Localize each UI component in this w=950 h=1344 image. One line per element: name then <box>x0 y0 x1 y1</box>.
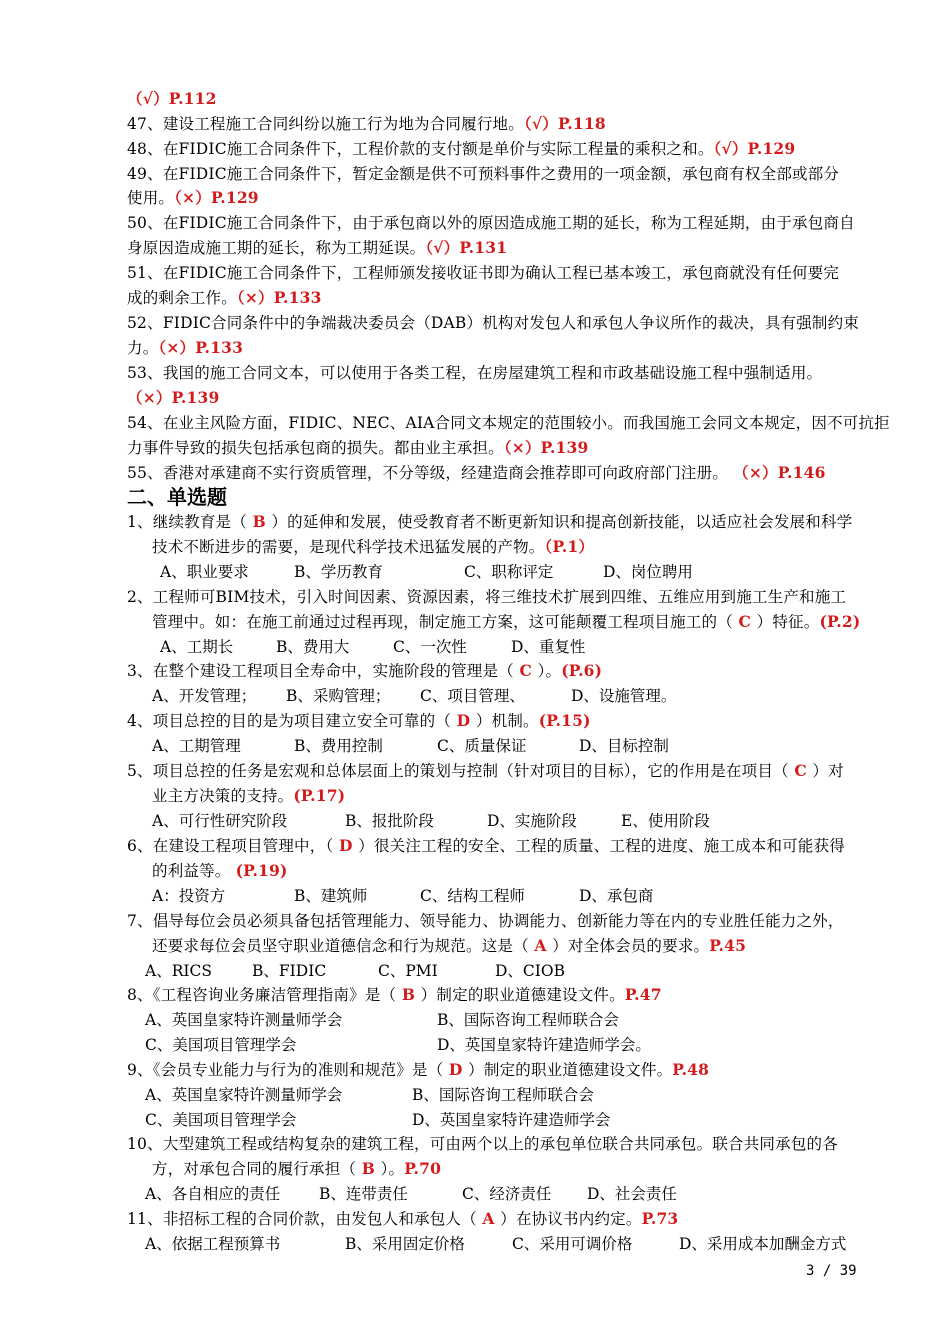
option: B、FIDIC <box>252 962 327 980</box>
option: D、英国皇家特许建造师学会。 <box>437 1036 651 1054</box>
question-line: 6、在建设工程项目管理中，（ D ）很关注工程的安全、工程的质量、工程的进度、施工成本和可能获得 <box>127 836 845 855</box>
option: D、目标控制 <box>579 737 669 755</box>
page-number: 3 / 39 <box>806 1263 857 1279</box>
option: A、开发管理； <box>152 687 257 705</box>
question-line: 1、继续教育是（ B ）的延伸和发展，使受教育者不断更新知识和提高创新技能，以适应社会发展和科学 <box>127 512 853 531</box>
tf-line: 52、FIDIC合同条件中的争端裁决委员会（DAB）机构对发包人和承包人争议所作的裁决，具有强制约束 <box>127 314 860 332</box>
option: C、项目管理、 <box>420 687 525 705</box>
tf-line: （√）P.112 <box>127 89 217 108</box>
option: A、可行性研究阶段 <box>152 812 288 830</box>
question-line: 3、在整个建设工程项目全寿命中，实施阶段的管理是（ C ）。(P.6) <box>127 661 603 680</box>
tf-line: 54、在业主风险方面，FIDIC、NEC、AIA合同文本规定的范围较小。而我国施工会同文本规定，因不可抗拒 <box>127 414 890 432</box>
question-line: 2、工程师可BIM技术，引入时间因素、资源因素，将三维技术扩展到四维、五维应用到施工生产和施工 <box>127 588 847 606</box>
option: C、经济责任 <box>462 1185 552 1203</box>
tf-line: （×）P.139 <box>127 388 220 407</box>
option: A、英国皇家特许测量师学会 <box>145 1011 343 1029</box>
option: B、连带责任 <box>319 1185 408 1203</box>
option: A、工期长 <box>160 638 234 656</box>
question-line: 11、非招标工程的合同价款，由发包人和承包人（ A ）在协议书内约定。P.73 <box>127 1209 679 1228</box>
option: A、英国皇家特许测量师学会 <box>145 1086 343 1104</box>
question-line: 方，对承包合同的履行承担（ B ）。P.70 <box>152 1159 442 1178</box>
option: C、美国项目管理学会 <box>145 1111 297 1129</box>
option: A、工期管理 <box>152 737 241 755</box>
option: D、承包商 <box>579 887 654 905</box>
option: D、实施阶段 <box>487 812 577 830</box>
option: A：投资方 <box>152 887 226 905</box>
option: B、费用控制 <box>294 737 383 755</box>
option: C、PMI <box>378 962 438 980</box>
tf-line: 力事件导致的损失包括承包商的损失。都由业主承担。（×）P.139 <box>127 438 589 457</box>
question-line: 技术不断进步的需要，是现代科学技术迅猛发展的产物。（P.1） <box>152 537 595 556</box>
option: B、国际咨询工程师联合会 <box>437 1011 619 1029</box>
tf-line: 成的剩余工作。（×）P.133 <box>127 288 322 307</box>
option: A、各自相应的责任 <box>145 1185 281 1203</box>
question-line: 5、项目总控的任务是宏观和总体层面上的策划与控制（针对项目的目标），它的作用是在项目（ C ）对 <box>127 761 844 780</box>
tf-line: 51、在FIDIC施工合同条件下，工程师颁发接收证书即为确认工程已基本竣工，承包商就没有任何要完 <box>127 264 840 282</box>
option: B、国际咨询工程师联合会 <box>412 1086 594 1104</box>
question-line: 管理中。如：在施工前通过过程再现，制定施工方案，这可能颠覆工程项目施工的（ C ）特征。(P.2) <box>152 612 861 631</box>
section-title: 二、单选题 <box>127 485 227 509</box>
option: D、岗位聘用 <box>603 563 693 581</box>
option: A、职业要求 <box>160 563 249 581</box>
option: B、采购管理； <box>286 687 391 705</box>
option: C、美国项目管理学会 <box>145 1036 297 1054</box>
option: C、结构工程师 <box>420 887 525 905</box>
option: C、职称评定 <box>464 563 554 581</box>
tf-line: 50、在FIDIC施工合同条件下，由于承包商以外的原因造成施工期的延长，称为工程延期，由于承包商自 <box>127 214 855 232</box>
option: D、社会责任 <box>587 1185 677 1203</box>
tf-line: 53、我国的施工合同文本，可以使用于各类工程，在房屋建筑工程和市政基础设施工程中强制适用。 <box>127 364 823 382</box>
option: D、CIOB <box>495 962 566 980</box>
question-line: 4、项目总控的目的是为项目建立安全可靠的（ D ）机制。(P.15) <box>127 711 591 730</box>
question-line: 9、《会员专业能力与行为的准则和规范》是（ D ）制定的职业道德建设文件。P.48 <box>127 1060 710 1079</box>
option: C、质量保证 <box>437 737 527 755</box>
question-line: 7、倡导每位会员必须具备包括管理能力、领导能力、协调能力、创新能力等在内的专业胜任能力之外， <box>127 912 844 930</box>
option: D、采用成本加酬金方式 <box>679 1235 847 1253</box>
option: A、依据工程预算书 <box>145 1235 281 1253</box>
question-line: 还要求每位会员坚守职业道德信念和行为规范。这是（ A ）对全体会员的要求。P.45 <box>152 936 747 955</box>
option: A、RICS <box>145 962 212 980</box>
option: D、英国皇家特许建造师学会 <box>412 1111 611 1129</box>
option: C、一次性 <box>393 638 467 656</box>
tf-line: 使用。（×）P.129 <box>127 188 259 207</box>
option: B、费用大 <box>276 638 350 656</box>
option: D、设施管理。 <box>571 687 677 705</box>
option: C、采用可调价格 <box>512 1235 633 1253</box>
option: E、使用阶段 <box>621 812 710 830</box>
question-line: 10、大型建筑工程或结构复杂的建筑工程，可由两个以上的承包单位联合共同承包。联合共同承包的各 <box>127 1135 838 1153</box>
tf-line: 55、香港对承建商不实行资质管理，不分等级，经建造商会推荐即可向政府部门注册。 （×）P.146 <box>127 463 826 482</box>
tf-line: 力。（×）P.133 <box>127 338 244 357</box>
question-line: 的利益等。 (P.19) <box>152 861 288 880</box>
option: B、采用固定价格 <box>345 1235 465 1253</box>
tf-line: 47、建设工程施工合同纠纷以施工行为地为合同履行地。（√）P.118 <box>127 114 606 133</box>
option: B、建筑师 <box>294 887 368 905</box>
question-line: 8、《工程咨询业务廉洁管理指南》是（ B ）制定的职业道德建设文件。P.47 <box>127 985 662 1004</box>
tf-line: 身原因造成施工期的延长，称为工期延误。（√）P.131 <box>127 238 508 257</box>
question-line: 业主方决策的支持。(P.17) <box>152 786 346 805</box>
option: B、学历教育 <box>294 563 383 581</box>
tf-line: 49、在FIDIC施工合同条件下，暂定金额是供不可预料事件之费用的一项金额，承包商有权全部或部分 <box>127 165 840 183</box>
option: B、报批阶段 <box>345 812 434 830</box>
option: D、重复性 <box>511 638 586 656</box>
tf-line: 48、在FIDIC施工合同条件下，工程价款的支付额是单价与实际工程量的乘积之和。（√）P.129 <box>127 139 796 158</box>
